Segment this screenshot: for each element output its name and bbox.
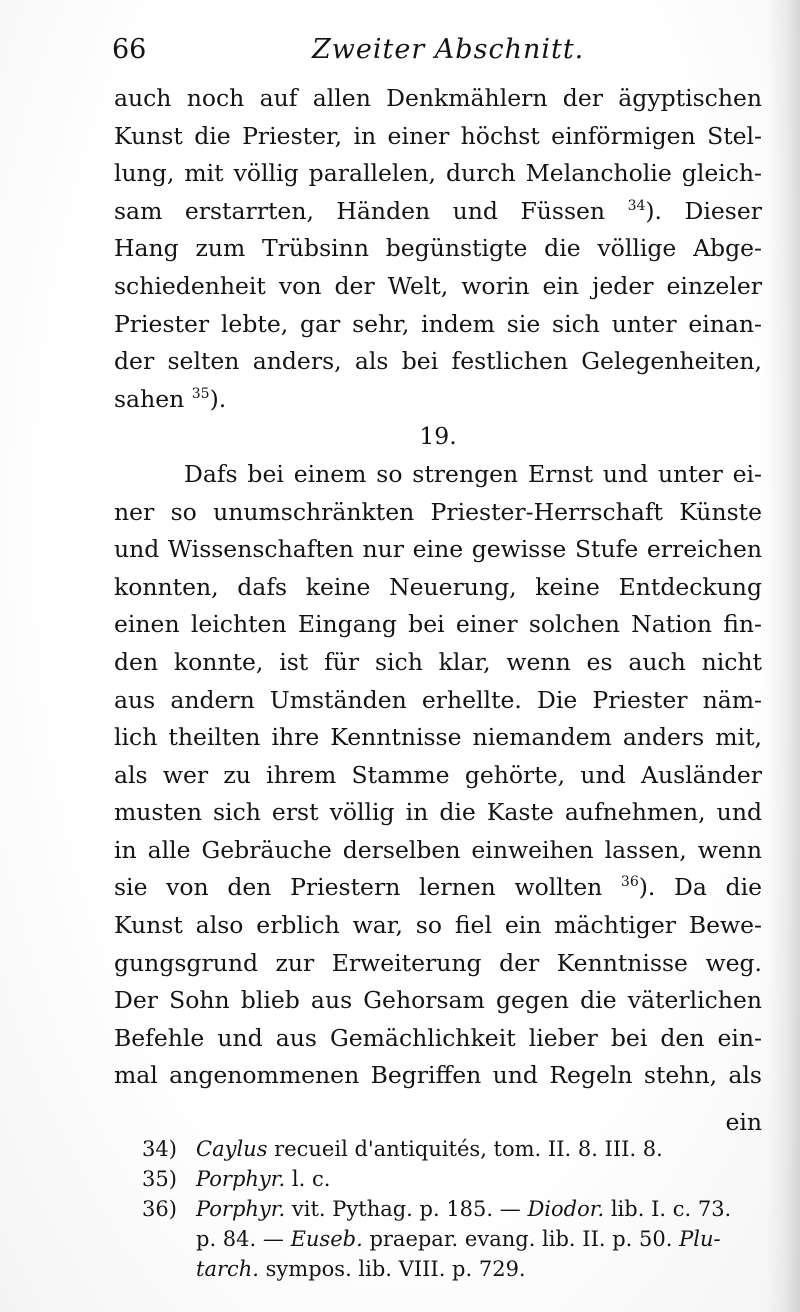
text-line-segment: ). Dieser: [645, 196, 762, 225]
text-line: gungsgrund zur Erweiterung der Kenntnisse weg.: [114, 948, 762, 977]
footnote-author: Plu-: [679, 1227, 721, 1251]
footnote-34: [142, 1134, 764, 1164]
text-line-segment: sie von den Priestern lernen wollten: [114, 873, 603, 902]
footnotes: [142, 1134, 764, 1284]
text-line: Der Sohn blieb aus Gehorsam gegen die väterlichen: [114, 986, 762, 1015]
footnote-35: [142, 1164, 764, 1194]
text-line: [114, 381, 762, 419]
footnote-author: Porphyr.: [196, 1167, 286, 1191]
footnote-author: Euseb.: [290, 1227, 363, 1251]
footnote-author: Caylus: [196, 1137, 268, 1161]
text-line: einen leichten Eingang bei einer solchen Nation fin-: [114, 610, 762, 639]
footnote-mark: 35): [142, 1167, 177, 1191]
section-number: 19.: [419, 422, 457, 451]
text-line: Kunst also erblich war, so fiel ein mächtiger Bewe-: [114, 911, 762, 940]
footnote-text: p. 84. —: [196, 1227, 284, 1251]
footnote-36-line-3: [142, 1254, 764, 1284]
footnote-text: praepar. evang. lib. II. p. 50.: [369, 1227, 673, 1251]
text-line: ner so unumschränkten Priester-Herrschaft Künste: [114, 497, 762, 526]
footnote-mark: 36): [142, 1197, 177, 1221]
page-edge-shadow: [766, 0, 800, 1312]
text-line-segment: sam erstarrten, Händen und Füssen: [114, 196, 606, 225]
text-line: lung, mit völlig parallelen, durch Melancholie gleich-: [114, 159, 762, 188]
text-line: Priester lebte, gar sehr, indem sie sich unter einan-: [114, 309, 762, 338]
footnote-text: l. c.: [291, 1167, 331, 1191]
text-line-segment: ).: [209, 384, 227, 413]
text-line: als wer zu ihrem Stamme gehörte, und Ausländer: [114, 760, 762, 789]
text-line: auch noch auf allen Denkmählern der ägyptischen: [114, 84, 762, 112]
footnote-text: recueil d'antiquités, tom. II. 8. III. 8.: [274, 1137, 663, 1161]
footnote-36: [142, 1194, 764, 1224]
text-line: Dafs bei einem so strengen Ernst und unter ei-: [184, 459, 762, 488]
footnote-text: vit. Pythag. p. 185. —: [291, 1197, 521, 1221]
text-line: musten sich erst völlig in die Kaste aufnehmen, und: [114, 798, 762, 827]
footnote-ref-36: 36: [620, 874, 639, 891]
text-line: lich theilten ihre Kenntnisse niemandem anders mit,: [114, 723, 762, 752]
text-line: konnten, dafs keine Neuerung, keine Entdeckung: [114, 572, 762, 601]
footnote-author: Diodor.: [527, 1197, 605, 1221]
footnote-36-line-2: [142, 1224, 764, 1254]
text-line: [114, 869, 762, 907]
text-line-segment: sahen: [114, 384, 185, 413]
text-line: der selten anders, als bei festlichen Gelegenheiten,: [114, 347, 762, 376]
running-head: Zweiter Abschnitt.: [312, 34, 585, 65]
text-line: und Wissenschaften nur eine gewisse Stufe erreichen: [114, 535, 762, 564]
page-header: [112, 30, 762, 74]
footnote-ref-35: 35: [191, 385, 210, 402]
text-line: den konnte, ist für sich klar, wenn es auch nicht: [114, 647, 762, 676]
footnote-author: Porphyr.: [196, 1197, 286, 1221]
text-line: [114, 193, 762, 231]
footnote-author: tarch.: [196, 1257, 259, 1281]
footnote-ref-34: 34: [627, 197, 646, 214]
text-line: Kunst die Priester, in einer höchst einförmigen Stel-: [114, 121, 762, 150]
text-line: schiedenheit von der Welt, worin ein jeder einzeler: [114, 271, 762, 300]
footnote-text: lib. I. c. 73.: [610, 1197, 732, 1221]
text-line: Befehle und aus Gemächlichkeit lieber bei den ein-: [114, 1023, 762, 1052]
text-line: aus andern Umständen erhellte. Die Priester näm-: [114, 685, 762, 714]
page-number: 66: [112, 34, 147, 65]
text-line: Hang zum Trübsinn begünstigte die völlige Abge-: [114, 234, 762, 263]
text-line-segment: ). Da die: [638, 873, 762, 902]
text-line: in alle Gebräuche derselben einweihen lassen, wenn: [114, 835, 762, 864]
catchword: ein: [725, 1108, 762, 1136]
body-text: [114, 80, 762, 1095]
footnote-text: sympos. lib. VIII. p. 729.: [265, 1257, 526, 1281]
text-line: mal angenommenen Begriffen und Regeln stehn, als: [114, 1061, 762, 1090]
footnote-mark: 34): [142, 1137, 177, 1161]
